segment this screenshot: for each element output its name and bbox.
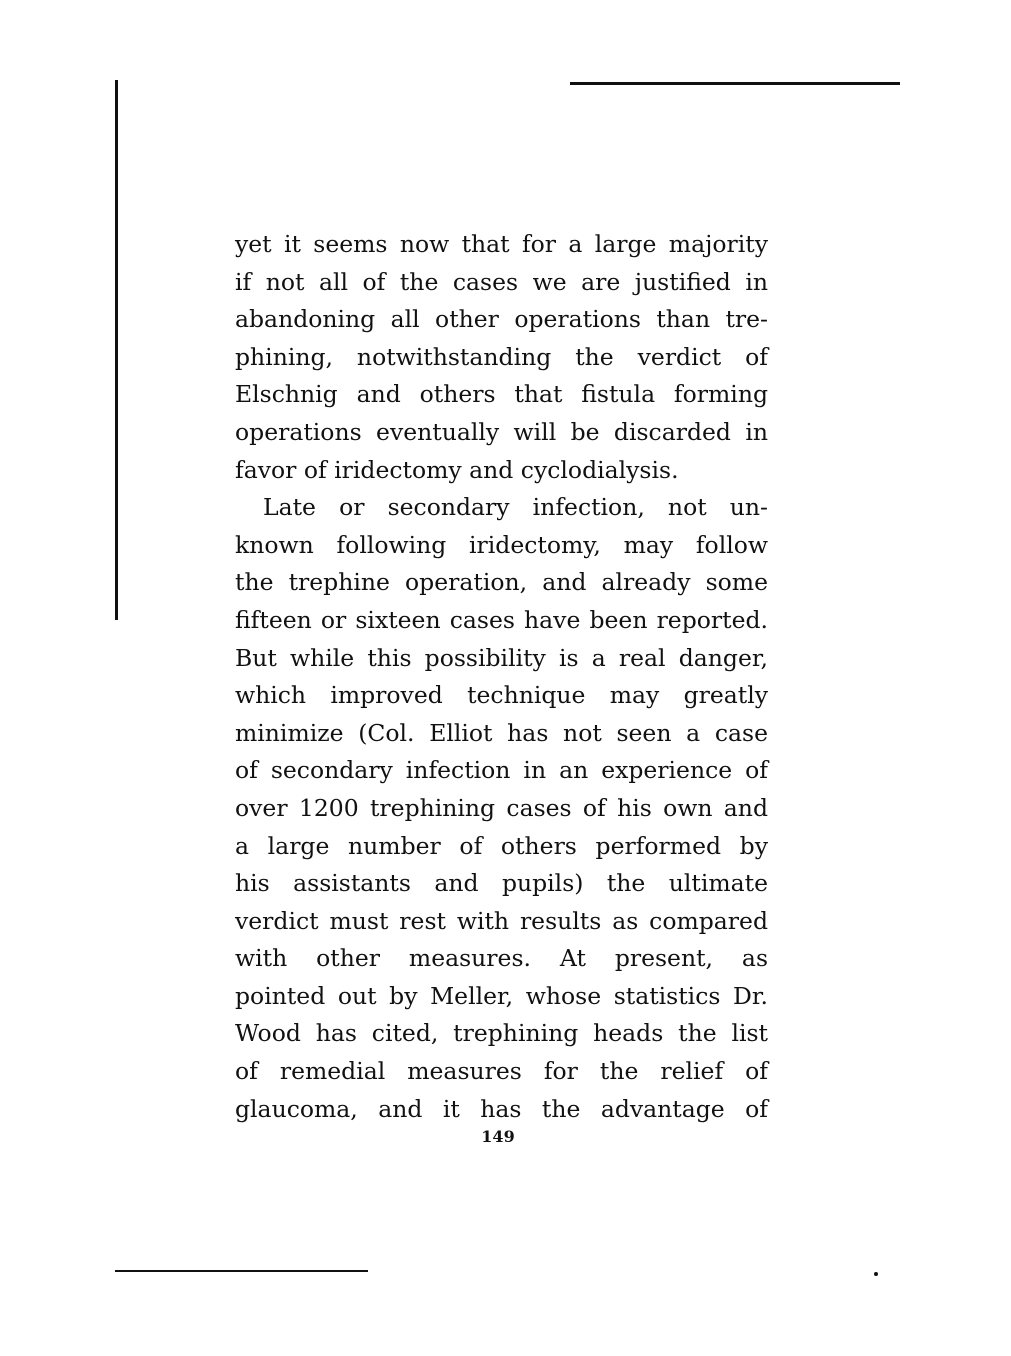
text-line: if not all of the cases we are justified in <box>235 267 768 296</box>
text-line: known following iridectomy, may follow <box>235 530 768 559</box>
text-line: over 1200 trephining cases of his own and <box>235 793 768 822</box>
text-line: verdict must rest with results as compared <box>235 906 768 935</box>
text-line: Wood has cited, trephining heads the list <box>235 1019 768 1048</box>
text-line: minimize (Col. Elliot has not seen a case <box>235 718 768 747</box>
text-line: which improved technique may greatly <box>235 681 768 710</box>
text-line: Late or secondary infection, not un- <box>263 493 768 522</box>
stray-mark <box>874 1272 878 1276</box>
footer-rule <box>115 1270 368 1272</box>
text-line: Elschnig and others that fistula forming <box>235 380 768 409</box>
text-line: his assistants and pupils) the ultimate <box>235 869 768 898</box>
text-line: a large number of others performed by <box>235 831 768 860</box>
paragraph-2 <box>235 489 768 1128</box>
text-line: fifteen or sixteen cases have been reported. <box>235 605 768 634</box>
text-line: with other measures. At present, as <box>235 944 768 973</box>
text-line: But while this possibility is a real danger, <box>235 643 768 672</box>
text-line: abandoning all other operations than tre- <box>235 305 768 334</box>
text-line: of remedial measures for the relief of <box>235 1057 768 1086</box>
header-rule <box>570 82 900 85</box>
text-line: pointed out by Meller, whose statistics Dr. <box>235 981 768 1010</box>
margin-rule-vertical <box>115 80 118 620</box>
body-text <box>235 226 768 1128</box>
text-line: phining, notwithstanding the verdict of <box>235 342 768 371</box>
text-line: glaucoma, and it has the advantage of <box>235 1094 768 1123</box>
paragraph-1 <box>235 226 768 489</box>
text-line: operations eventually will be discarded in <box>235 417 768 446</box>
text-line: yet it seems now that for a large majority <box>235 230 768 258</box>
text-line: of secondary infection in an experience of <box>235 756 768 785</box>
text-line: the trephine operation, and already some <box>235 568 768 597</box>
text-line: favor of iridectomy and cyclodialysis. <box>235 455 679 484</box>
page-number: 149 <box>481 1127 515 1146</box>
